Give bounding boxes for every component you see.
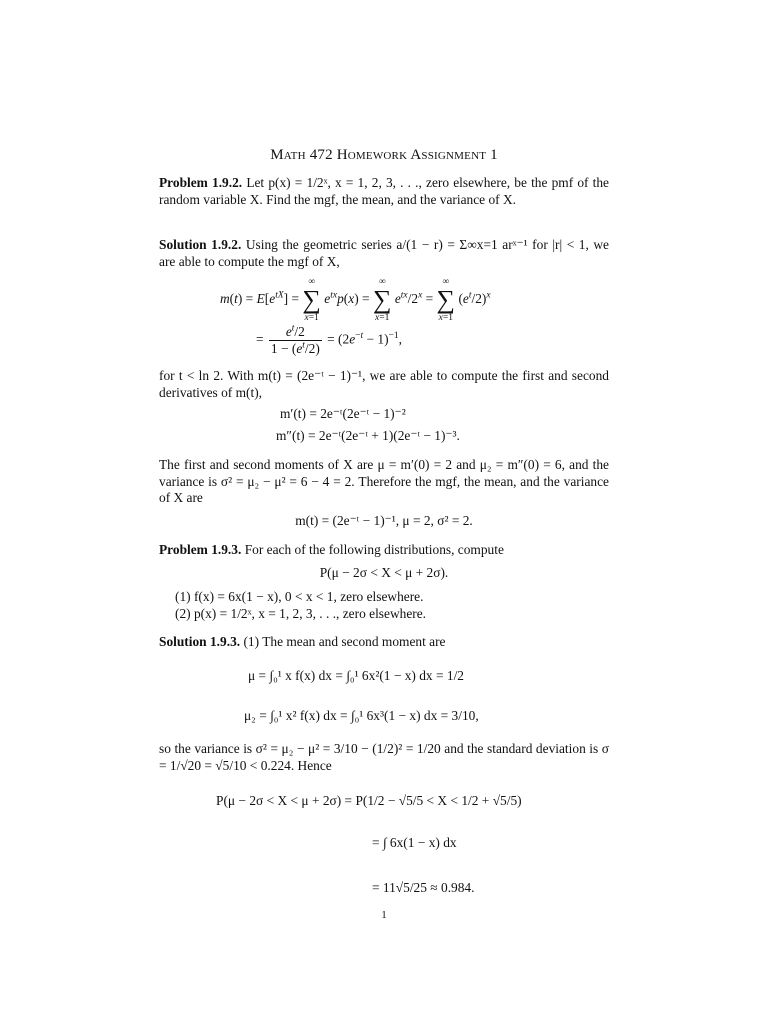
solution-1-9-3-label: Solution 1.9.3.	[159, 634, 241, 649]
problem-1-9-3: Problem 1.9.3. For each of the following distributions, compute	[159, 542, 504, 557]
solution-1-9-3-variance: so the variance is σ² = μ₂ − μ² = 3/10 − (1/2)² = 1/20 and the standard deviation is σ = 1/√20 = √5/10 < 0.224. Hence	[159, 741, 609, 773]
solution-1-9-2-moments: The first and second moments of X are μ = m′(0) = 2 and μ₂ = m″(0) = 6, and the variance is σ² = μ₂ − μ² = 6 − 4 = 2. Therefore the mgf, the mean, and the variance of X are	[159, 457, 609, 506]
solution-1-9-2-label: Solution 1.9.2.	[159, 237, 242, 252]
equation-probability: P(μ − 2σ < X < μ + 2σ).	[319, 565, 449, 580]
list-item: (1) f(x) = 6x(1 − x), 0 < x < 1, zero elsewhere.	[175, 589, 424, 604]
problem-1-9-2	[159, 175, 609, 208]
list-item: (2) p(x) = 1/2ˣ, x = 1, 2, 3, . . ., zero elsewhere.	[175, 605, 427, 621]
problem-1-9-2-label: Problem 1.9.2.	[159, 175, 243, 190]
solution-1-9-3-intro: Solution 1.9.3. (1) The mean and second moment are	[159, 634, 446, 649]
problem-1-9-3-label: Problem 1.9.3.	[159, 542, 242, 557]
problem-1-9-2-text: Let p(x) = 1/2ˣ, x = 1, 2, 3, . . ., zero elsewhere, be the pmf of the random variable X. Find the mgf, the mean, and the variance of X.	[159, 175, 609, 207]
equation-second-moment: μ₂ = ∫₀¹ x² f(x) dx = ∫₀¹ 6x³(1 − x) dx = 3/10,	[244, 708, 479, 723]
equation-mgf-line2: = $\frac{e^t/2}{1 - (e^t/2)}$ = $(2e^{-t} - 1)^{-1}$,	[256, 323, 403, 356]
equation-prob-line2: = ∫ 6x(1 − x) dx	[372, 835, 457, 850]
equation-mgf-result: m(t) = (2e⁻ᵗ − 1)⁻¹, μ = 2, σ² = 2.	[295, 513, 473, 528]
equation-mean: μ = ∫₀¹ x f(x) dx = ∫₀¹ 6x²(1 − x) dx = 1/2	[248, 668, 464, 683]
equation-first-derivative: m′(t) = 2e⁻ᵗ(2e⁻ᵗ − 1)⁻²	[280, 406, 406, 421]
equation-second-derivative: m″(t) = 2e⁻ᵗ(2e⁻ᵗ + 1)(2e⁻ᵗ − 1)⁻³.	[276, 428, 460, 443]
page-number: 1	[381, 909, 387, 921]
solution-1-9-2-after: for t < ln 2. With m(t) = (2e⁻ᵗ − 1)⁻¹, we are able to compute the first and second derivatives of m(t),	[159, 368, 609, 400]
distribution-list	[175, 589, 426, 622]
equation-mgf-line1: $m(t) = E[e^{tX}]$ = ∞ ∑ x=1 $e^{tx}p(x)$ = ∞ ∑ x=1 $e^{tx}/2^x$ = ∞ ∑ x=1 $(e^t/2)^x$	[220, 277, 491, 323]
equation-prob-line3: = 11√5/25 ≈ 0.984.	[372, 880, 475, 895]
solution-1-9-2-intro: Solution 1.9.2. Using the geometric series a/(1 − r) = Σ∞x=1 arˣ⁻¹ for |r| < 1, we are able to compute the mgf of X,	[159, 237, 609, 269]
page-title: Math 472 Homework Assignment 1	[270, 147, 498, 163]
equation-prob-line1: P(μ − 2σ < X < μ + 2σ) = P(1/2 − √5/5 < X < 1/2 + √5/5)	[216, 793, 522, 808]
